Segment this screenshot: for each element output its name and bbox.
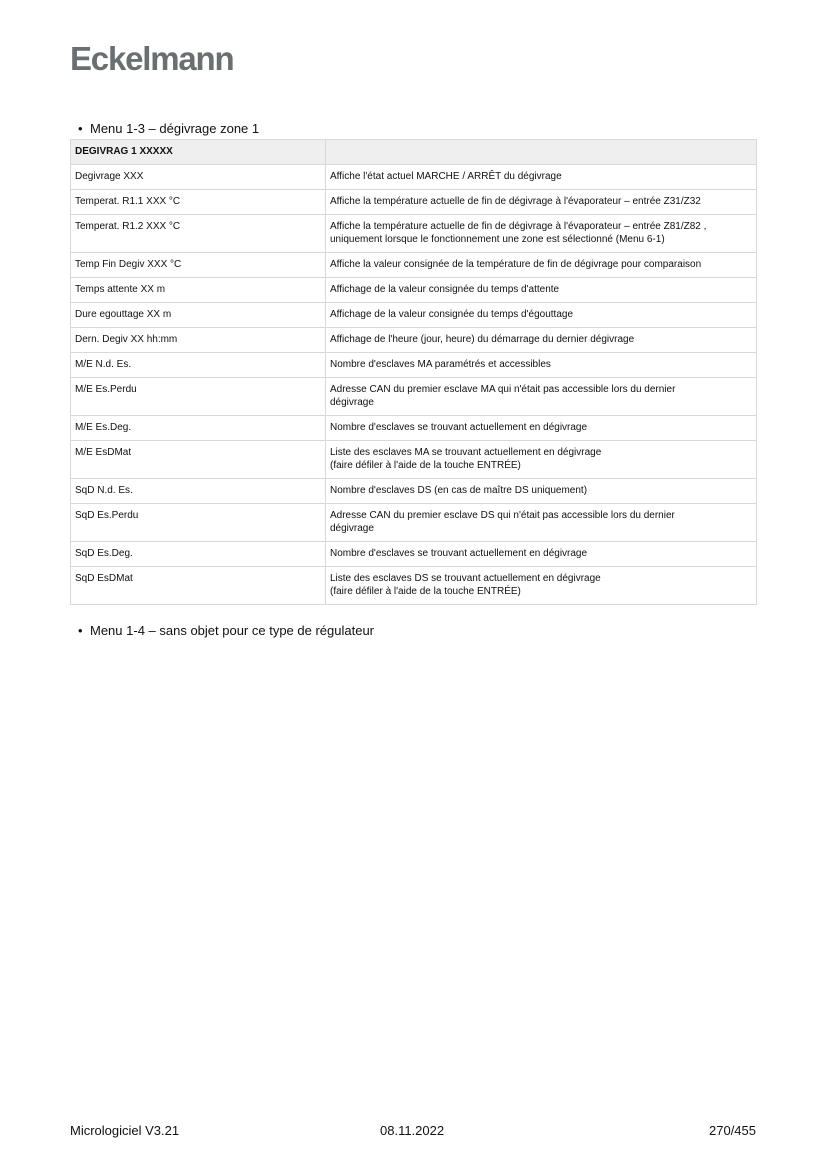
section-heading-text: Menu 1-4 – sans objet pour ce type de régulateur	[90, 623, 375, 638]
description-cell	[326, 303, 757, 328]
table-row	[71, 504, 757, 542]
footer-page-number: 270/455	[709, 1123, 756, 1138]
description-line: dégivrage	[330, 523, 374, 534]
description-line: Nombre d'esclaves se trouvant actuellement en dégivrage	[330, 422, 588, 433]
description-cell	[326, 504, 757, 542]
section-heading-menu-1-3	[78, 121, 259, 137]
description-line: dégivrage	[330, 397, 374, 408]
footer-date: 08.11.2022	[380, 1123, 445, 1138]
menu-table	[70, 139, 757, 605]
table-row	[71, 165, 757, 190]
description-line: Affiche la température actuelle de fin de dégivrage à l'évaporateur – entrée Z81/Z82 ,	[330, 221, 707, 232]
description-line: Affiche l'état actuel MARCHE / ARRÊT du dégivrage	[330, 171, 562, 182]
bullet-icon: •	[78, 121, 83, 136]
parameter-cell: Temp Fin Degiv XXX °C	[71, 253, 326, 278]
table-row	[71, 190, 757, 215]
table-row	[71, 567, 757, 605]
table-body	[71, 165, 757, 605]
description-line: Affiche la valeur consignée de la température de fin de dégivrage pour comparaison	[330, 259, 702, 270]
table-row	[71, 353, 757, 378]
description-line: Affichage de la valeur consignée du temps d'attente	[330, 284, 560, 295]
description-cell	[326, 441, 757, 479]
table-row	[71, 253, 757, 278]
parameter-cell: Temperat. R1.1 XXX °C	[71, 190, 326, 215]
section-heading-text: Menu 1-3 – dégivrage zone 1	[90, 121, 260, 136]
parameter-cell: M/E N.d. Es.	[71, 353, 326, 378]
table-header-row	[71, 140, 757, 165]
description-cell	[326, 278, 757, 303]
section-heading-menu-1-4	[78, 623, 374, 639]
bullet-icon: •	[78, 623, 83, 638]
parameter-cell: Dern. Degiv XX hh:mm	[71, 328, 326, 353]
table-header-title: DEGIVRAG 1 XXXXX	[71, 140, 326, 165]
description-line: Nombre d'esclaves DS (en cas de maître DS uniquement)	[330, 485, 588, 496]
table-row	[71, 441, 757, 479]
parameter-cell: SqD N.d. Es.	[71, 479, 326, 504]
description-line: Affichage de l'heure (jour, heure) du démarrage du dernier dégivrage	[330, 334, 635, 345]
description-cell	[326, 542, 757, 567]
parameter-cell: SqD Es.Deg.	[71, 542, 326, 567]
table-row	[71, 378, 757, 416]
table-row	[71, 542, 757, 567]
table-row	[71, 328, 757, 353]
description-cell	[326, 253, 757, 278]
parameter-cell: M/E EsDMat	[71, 441, 326, 479]
description-line: Affiche la température actuelle de fin de dégivrage à l'évaporateur – entrée Z31/Z32	[330, 196, 701, 207]
parameter-cell: Temps attente XX m	[71, 278, 326, 303]
description-cell	[326, 165, 757, 190]
description-cell	[326, 416, 757, 441]
parameter-cell: M/E Es.Deg.	[71, 416, 326, 441]
description-line: Liste des esclaves MA se trouvant actuellement en dégivrage	[330, 447, 602, 458]
table-row	[71, 303, 757, 328]
parameter-cell: M/E Es.Perdu	[71, 378, 326, 416]
description-line: Nombre d'esclaves se trouvant actuellement en dégivrage	[330, 548, 588, 559]
parameter-cell: Temperat. R1.2 XXX °C	[71, 215, 326, 253]
description-line: (faire défiler à l'aide de la touche ENTRÉE)	[330, 460, 521, 471]
company-logo: Eckelmann	[70, 40, 234, 77]
description-line: uniquement lorsque le fonctionnement une zone est sélectionné (Menu 6-1)	[330, 234, 665, 245]
parameter-cell: Degivrage XXX	[71, 165, 326, 190]
description-line: Nombre d'esclaves MA paramétrés et accessibles	[330, 359, 551, 370]
description-cell	[326, 353, 757, 378]
description-cell	[326, 190, 757, 215]
description-line: Adresse CAN du premier esclave MA qui n'était pas accessible lors du dernier	[330, 384, 676, 395]
description-cell	[326, 378, 757, 416]
parameter-cell: SqD EsDMat	[71, 567, 326, 605]
description-cell	[326, 567, 757, 605]
description-line: (faire défiler à l'aide de la touche ENTRÉE)	[330, 586, 521, 597]
table-row	[71, 479, 757, 504]
parameter-cell: Dure egouttage XX m	[71, 303, 326, 328]
description-line: Liste des esclaves DS se trouvant actuellement en dégivrage	[330, 573, 601, 584]
table-header-empty	[326, 140, 757, 165]
table-row	[71, 215, 757, 253]
description-cell	[326, 215, 757, 253]
description-cell	[326, 328, 757, 353]
footer-firmware-version: Micrologiciel V3.21	[70, 1123, 180, 1138]
table-row	[71, 278, 757, 303]
table-row	[71, 416, 757, 441]
description-line: Adresse CAN du premier esclave DS qui n'était pas accessible lors du dernier	[330, 510, 675, 521]
description-line: Affichage de la valeur consignée du temps d'égouttage	[330, 309, 574, 320]
description-cell	[326, 479, 757, 504]
parameter-cell: SqD Es.Perdu	[71, 504, 326, 542]
